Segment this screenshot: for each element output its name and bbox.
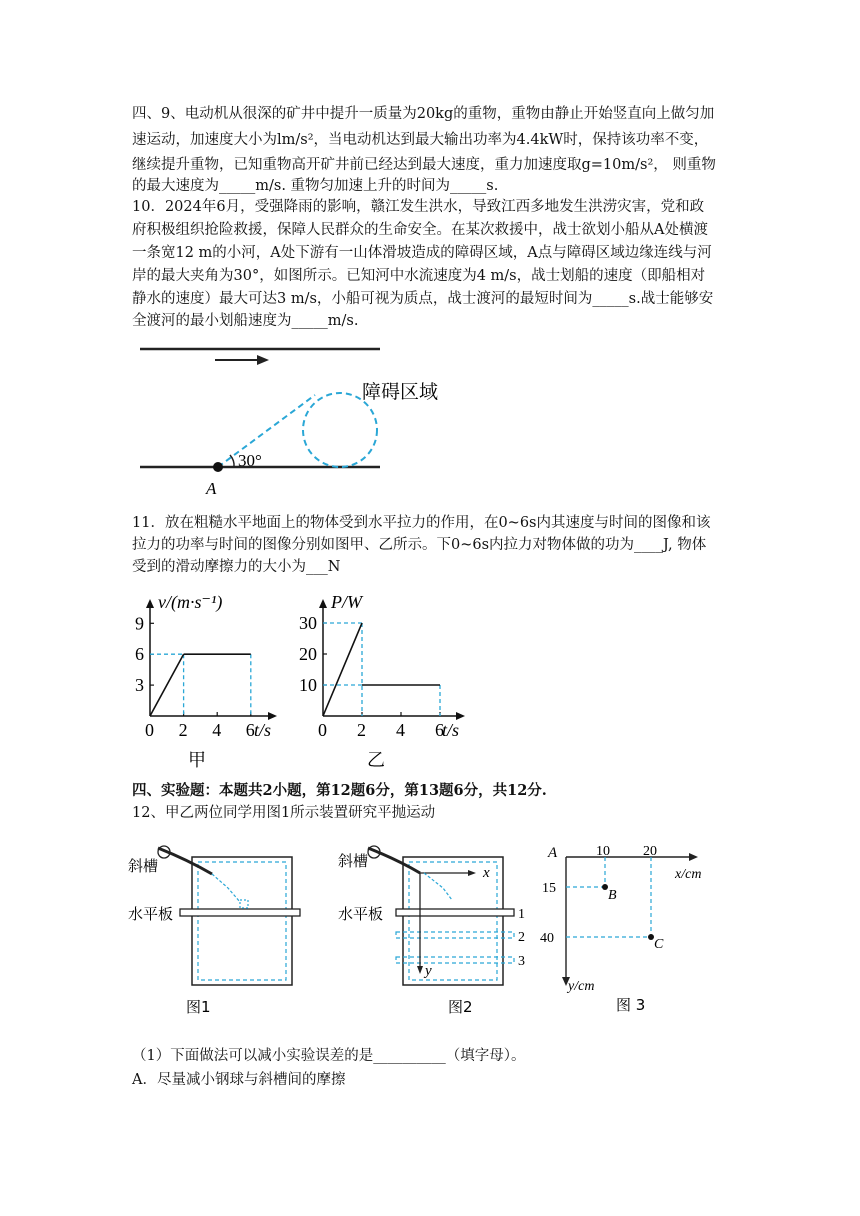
fig2-x-axis-label: x (483, 865, 490, 881)
x-axis-label: t/s (254, 720, 272, 740)
q9-line-2: 速运动，加速度大小为lm/s²，当电动机达到最大输出功率为4.4kW时，保持该功率不变， (132, 132, 709, 148)
y-tick-label: 10 (299, 675, 317, 695)
x-tick-label: 6 (435, 720, 444, 740)
y-tick-label: 9 (135, 613, 144, 634)
y-axis-label: P/W (331, 592, 362, 612)
y-axis-label: v/(m·s⁻¹) (158, 592, 223, 612)
fig2-level-1: 1 (518, 907, 525, 922)
figure-2 (338, 840, 538, 1020)
fig2-level-2: 2 (518, 930, 525, 945)
tangent-line (218, 395, 315, 467)
fig3-x-tick-10: 10 (596, 844, 610, 859)
q12-part-1: （1）下面做法可以减小实验误差的是__________（填字母）。 (132, 1048, 526, 1064)
q10-line-1: 10．2024年6月，受强降雨的影响，赣江发生洪水，导致江西多地发生洪涝灾害，党和政 (132, 199, 705, 215)
fig3-x-tick-20: 20 (643, 844, 657, 859)
x-axis-label: t/s (442, 720, 460, 740)
fig2-board-label: 水平板 (338, 905, 384, 923)
q10-line-5: 静水的速度）最大可达3 m/s，小船可视为质点，战士渡河的最短时间为_____s.战士能够安 (132, 291, 714, 307)
fig2-y-axis-label: y (425, 963, 432, 979)
q12-option-a: A．尽量减小钢球与斜槽间的摩擦 (132, 1072, 346, 1088)
fig2-chute-label: 斜槽 (338, 852, 369, 870)
fig3-origin-label: A (548, 845, 558, 861)
fig1-chute-label: 斜槽 (128, 857, 159, 875)
fig1-caption: 图1 (186, 998, 211, 1016)
obstacle-zone (303, 393, 377, 467)
fig3-point-c-label: C (654, 937, 664, 952)
river-figure (130, 340, 460, 500)
figure-3 (540, 840, 730, 1020)
figure-1 (128, 840, 308, 1020)
fig3-caption: 图 3 (616, 996, 646, 1014)
fig1-horizontal-board (180, 909, 300, 916)
power-time-chart (292, 588, 482, 776)
x-tick-label: 0 (145, 720, 154, 740)
x-tick-label: 0 (318, 720, 327, 740)
y-tick-label: 6 (135, 644, 144, 665)
section-4-heading: 四、实验题：本题共2小题，第12题6分，第13题6分，共12分. (132, 782, 547, 799)
q11-line-3: 受到的滑动摩擦力的大小为___N (132, 559, 341, 575)
q11-line-1: 11．放在粗糙水平地面上的物体受到水平拉力的作用，在0~6s内其速度与时间的图像和该 (132, 515, 711, 531)
y-axis-arrow (319, 599, 327, 608)
chart-caption: 乙 (367, 750, 385, 771)
x-axis-arrow (456, 712, 465, 720)
x-tick-label: 2 (178, 720, 188, 740)
x-tick-label: 2 (357, 720, 366, 740)
fig3-y-tick-15: 15 (542, 881, 556, 896)
q9-line-3: 继续提升重物，已知重物高开矿井前已经达到最大速度，重力加速度取g=10m/s²， 则重物 (132, 157, 716, 173)
fig3-point-b-label: B (608, 888, 617, 903)
angle-label: 30° (238, 451, 262, 470)
q10-line-4: 岸的最大夹角为30°，如图所示。已知河中水流速度为4 m/s，战士划船的速度（即船相对 (132, 268, 706, 284)
x-tick-label: 4 (212, 720, 222, 740)
fig3-y-tick-40: 40 (540, 931, 554, 946)
q10-line-3: 一条宽12 m的小河，A处下游有一山体滑坡造成的障碍区域，A点与障碍区域边缘连线与河 (132, 245, 712, 261)
point-a-dot (213, 462, 223, 472)
fig1-board-label: 水平板 (128, 905, 174, 923)
q10-line-6: 全渡河的最小划船速度为_____m/s. (132, 313, 359, 329)
q9-line-4: 的最大速度为_____m/s. 重物匀加速上升的时间为_____s. (132, 178, 499, 194)
x-tick-label: 4 (396, 720, 405, 740)
data-segment (150, 654, 184, 716)
point-a-label: A (206, 479, 217, 498)
fig2-level-3: 3 (518, 954, 525, 969)
x-axis-arrow (268, 712, 277, 720)
obstacle-zone-label: 障碍区域 (362, 381, 439, 403)
y-tick-label: 30 (299, 613, 317, 633)
y-axis-arrow (146, 599, 154, 608)
y-tick-label: 20 (299, 644, 317, 664)
velocity-time-chart (128, 588, 288, 776)
q9-line-1: 四、9、电动机从很深的矿井中提升一质量为20kg的重物，重物由静止开始竖直向上做匀加 (132, 106, 715, 122)
chart-caption: 甲 (188, 750, 206, 771)
fig2-horizontal-board-1 (396, 909, 514, 916)
data-segment (323, 623, 362, 716)
fig2-caption: 图2 (448, 998, 473, 1016)
q10-line-2: 府积极组织抢险救援，保障人民群众的生命安全。在某次救援中，战士欲划小船从A处横渡 (132, 222, 708, 238)
q11-line-2: 拉力的功率与时间的图像分别如图甲、乙所示。下0~6s内拉力对物体做的功为____J, 物体 (132, 537, 707, 553)
y-tick-label: 3 (135, 675, 144, 696)
q12-stem: 12、甲乙两位同学用图1所示装置研究平抛运动 (132, 805, 436, 821)
fig3-x-axis-label: x/cm (675, 867, 702, 882)
x-tick-label: 6 (245, 720, 255, 740)
fig3-y-axis-label: y/cm (568, 979, 595, 994)
